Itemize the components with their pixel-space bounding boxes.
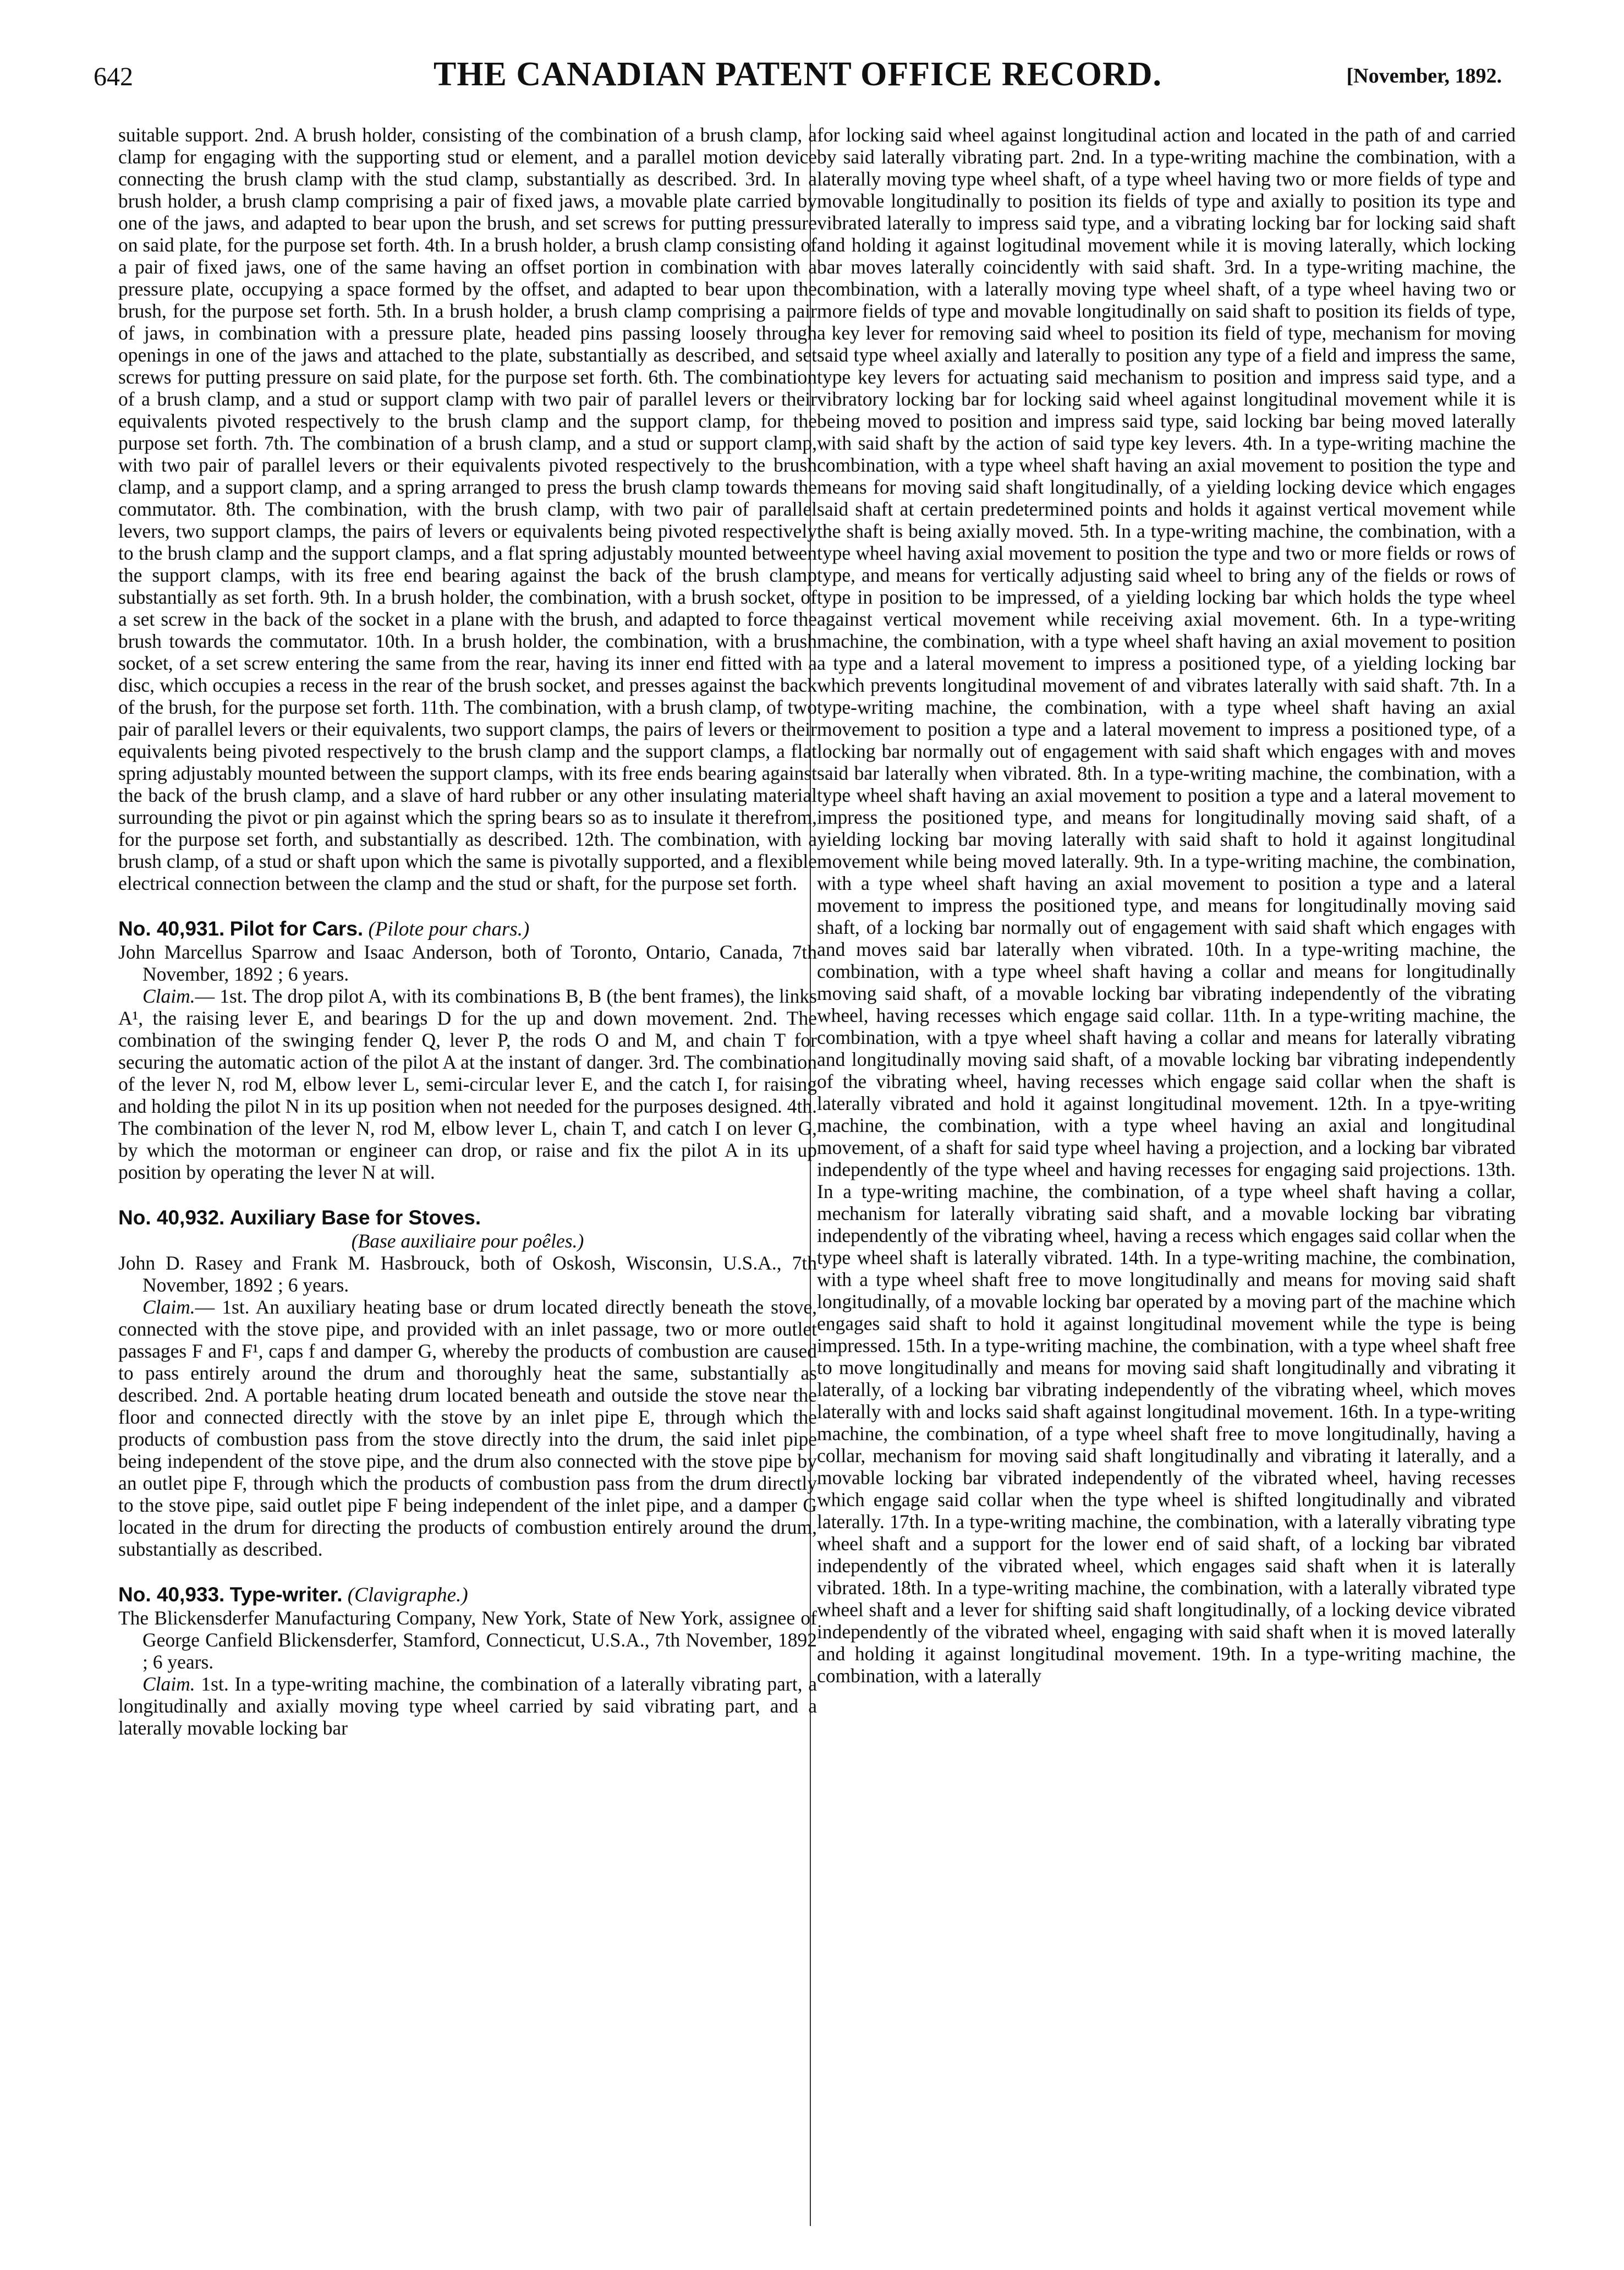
left-column xyxy=(118,124,817,1739)
entry-title: Pilot for Cars. xyxy=(229,917,364,940)
entry-french-title: (Clavigraphe.) xyxy=(347,1584,468,1606)
claim-label: Claim. xyxy=(142,1673,195,1695)
entry-title: Type-writer. xyxy=(229,1583,343,1606)
entry-heading xyxy=(118,917,817,941)
issue-date: [November, 1892. xyxy=(1346,64,1502,87)
patent-entry xyxy=(118,1206,817,1560)
entry-french-title: (Pilote pour chars.) xyxy=(368,918,530,940)
entry-patentee: John Marcellus Sparrow and Isaac Anderson, both of Toronto, Ontario, Canada, 7th November, 1892 ; 6 years. xyxy=(118,941,817,985)
claim-text: — 1st. The drop pilot A, with its combinations B, B (the bent frames), the links A¹, the raising lever E, and bearings D for the up and down movement. 2nd. The combination of the swinging fender Q, lever P, the rods O and M, and chain T for securing the automatic action of the pilot A at the instant of danger. 3rd. The combination of the lever N, rod M, elbow lever L, semi-circular lever E, and the catch I, for raising and holding the pilot N in its up position when not needed for the purposes designed. 4th. The combination of the lever N, rod M, elbow lever L, chain T, and catch I on lever G, by which the motorman or engineer can drop, or raise and fix the pilot A in its up position by operating the lever N at will. xyxy=(118,985,817,1183)
entry-claim xyxy=(118,985,817,1183)
claim-text: 1st. In a type-writing machine, the combination of a laterally vibrating part, a longitudinally and axially moving type wheel carried by said vibrating part, and a laterally movable locking bar xyxy=(118,1673,817,1739)
entry-title: Auxiliary Base for Stoves. xyxy=(229,1206,481,1229)
entry-number: No. 40,931. xyxy=(118,917,225,940)
entry-claim xyxy=(118,1673,817,1739)
entry-patentee: John D. Rasey and Frank M. Hasbrouck, both of Oskosh, Wisconsin, U.S.A., 7th November, 1892 ; 6 years. xyxy=(118,1252,817,1296)
entry-number: No. 40,933. xyxy=(118,1583,225,1606)
right-column xyxy=(817,124,1516,1687)
entry-claim xyxy=(118,1296,817,1560)
patent-entry xyxy=(118,917,817,1183)
continued-claims-text: suitable support. 2nd. A brush holder, consisting of the combination of a brush clamp, a clamp for engaging with the supporting stud or element, and a parallel motion device connecting the brush clamp with the stud clamp, substantially as described. 3rd. In a brush holder, a brush clamp comprising a pair of fixed jaws, a movable plate carried by one of the jaws, and adapted to bear upon the brush, and set screws for putting pressure on said plate, for the purpose set forth. 4th. In a brush holder, a brush clamp consisting of a pair of fixed jaws, one of the same having an offset portion in combination with a pressure plate, occupying a space formed by the offset, and adapted to bear upon the brush, for the purpose set forth. 5th. In a brush holder, a brush clamp comprising a pair of jaws, in combination with a pressure plate, headed pins passing loosely through openings in one of the jaws and attached to the plate, substantially as described, and set screws for putting pressure on said plate, for the purpose set forth. 6th. The combination of a brush clamp, and a stud or support clamp with two pair of parallel levers or their equivalents pivoted respectively to the brush clamp and the support clamp, for the purpose set forth. 7th. The combination of a brush clamp, and a stud or support clamp, with two pair of parallel levers or their equivalents pivoted respectively to the brush clamp, and a support clamp, and a spring arranged to press the brush clamp towards the commutator. 8th. The combination, with the brush clamp, with two pair of parallel levers, two support clamps, the pairs of levers or equivalents being pivoted respectively to the brush clamp and the support clamps, and a flat spring adjustably mounted between the support clamps, with its free end bearing against the back of the brush clamp substantially as set forth. 9th. In a brush holder, the combination, with a brush socket, of a set screw in the back of the socket in a plane with the brush, and adapted to force the brush towards the commutator. 10th. In a brush holder, the combination, with a brush socket, of a set screw entering the same from the rear, having its inner end fitted with a disc, which occupies a recess in the rear of the brush socket, and presses against the back of the brush, for the purpose set forth. 11th. The combination, with a brush clamp, of two pair of parallel levers or their equivalents, two support clamps, the pairs of levers or their equivalents being pivoted respectively to the brush clamp and the support clamps, a flat spring adjustably mounted between the support clamps, with its free ends bearing against the back of the brush clamp, and a slave of hard rubber or any other insulating material surrounding the pivot or pin against which the spring bears so as to insulate it therefrom, for the purpose set forth, and substantially as described. 12th. The combination, with a brush clamp, of a stud or shaft upon which the same is pivotally supported, and a flexible electrical connection between the clamp and the stud or shaft, for the purpose set forth. xyxy=(118,124,817,894)
entry-heading xyxy=(118,1206,817,1230)
claim-label: Claim. xyxy=(142,1296,195,1318)
page-header xyxy=(94,55,1502,99)
page-title: THE CANADIAN PATENT OFFICE RECORD. xyxy=(433,56,1162,93)
entry-french-title: (Base auxiliaire pour poêles.) xyxy=(351,1230,584,1252)
entry-heading xyxy=(118,1583,817,1607)
claim-text: — 1st. An auxiliary heating base or drum located directly beneath the stove, connected with the stove pipe, and provided with an inlet passage, two or more outlet passages F and F¹, caps f and damper G, whereby the products of combustion are caused to pass entirely around the drum and thoroughly heat the same, substantially as described. 2nd. A portable heating drum located beneath and outside the stove near the floor and connected directly with the stove by an inlet pipe E, through which the products of combustion pass from the stove directly into the drum, the said inlet pipe being independent of the stove pipe, and the drum also connected with the stove pipe by an outlet pipe F, through which the products of combustion pass from the drum directly to the stove pipe, said outlet pipe F being independent of the inlet pipe, and a damper G located in the drum for directing the products of combustion entirely around the drum, substantially as described. xyxy=(118,1296,817,1560)
entry-patentee: The Blickensderfer Manufacturing Company, New York, State of New York, assignee of George Canfield Blickensderfer, Stamford, Connecticut, U.S.A., 7th November, 1892 ; 6 years. xyxy=(118,1607,817,1673)
continued-typewriter-claims: for locking said wheel against longitudinal action and located in the path of and carried by said laterally vibrating part. 2nd. In a type-writing machine the combination, with a laterally moving type wheel shaft, of a type wheel having two or more fields of type and movable longitudinally to position its fields of type and axially to position its type and vibrated laterally to impress said type, and a vibrating locking bar for locking said shaft and holding it against logitudinal movement while it is moving laterally, which locking bar moves laterally coincidently with said shaft. 3rd. In a type-writing machine, the combination, with a laterally moving type wheel shaft, of a type wheel having two or more fields of type and movable longitudinally on said shaft to position its fields of type, a key lever for removing said wheel to position its field of type, mechanism for moving said type wheel axially and laterally to position any type of a field and impress the same, type key levers for actuating said mechanism to position and impress said type, and a vibratory locking bar for locking said wheel against longitudinal movement while it is being moved to position and impress said type, said locking bar being moved laterally with said shaft by the action of said type key levers. 4th. In a type-writing machine the combination, with a type wheel shaft having an axial movement to position the type and means for moving said shaft longitudinally, of a yielding locking device which engages said shaft at certain predetermined points and holds it against vertical movement while the shaft is being axially moved. 5th. In a type-writing machine, the combination, with a type wheel having axial movement to position the type and two or more fields or rows of type, and means for vertically adjusting said wheel to bring any of the fields or rows of type in position to be impressed, of a yielding locking bar which holds the type wheel against vertical movement while receiving axial movement. 6th. In a type-writing machine, the combination, with a type wheel shaft having an axial movement to position a type and a lateral movement to impress a positioned type, of a yielding locking bar which prevents longitudinal movement of and vibrates laterally with said shaft. 7th. In a type-writing machine, the combination, with a type wheel shaft having an axial movement to position a type and a lateral movement to impress a positioned type, of a locking bar normally out of engagement with said shaft which engages with and moves said bar laterally when vibrated. 8th. In a type-writing machine, the combination, with a type wheel shaft having an axial movement to position a type and a lateral movement to impress the positioned type, and means for longitudinally moving said shaft, of a yielding locking bar moving laterally with said shaft to hold it against longitudinal movement while being moved laterally. 9th. In a type-writing machine, the combination, with a type wheel shaft having an axial movement to position a type and a lateral movement to impress the positioned type, and means for longitudinally moving said shaft, of a locking bar normally out of engagement with said shaft which engages with and moves said bar laterally when vibrated. 10th. In a type-writing machine, the combination, with a type wheel shaft having a collar and means for longitudinally moving said shaft, of a movable locking bar vibrating independently of the vibrating wheel, having recesses which engage said collar. 11th. In a type-writing machine, the combination, with a tpye wheel shaft having a collar and means for laterally vibrating and longitudinally moving said shaft, of a movable locking bar vibrating independently of the vibrating wheel, having recesses which engage said collar when the shaft is laterally vibrated and hold it against longitudinal movement. 12th. In a tpye-writing machine, the combination, with a type wheel having an axial and longitudinal movement, of a shaft for said type wheel having a projection, and a locking bar vibrated independently of the type wheel and having recesses for engaging said projections. 13th. In a type-writing machine, the combination, of a type wheel shaft having a collar, mechanism for laterally vibrating said shaft, and a movable locking bar vibrating independently of the vibrating wheel, having a recess which engages said collar when the type wheel shaft is laterally vibrated. 14th. In a type-writing machine, the combination, with a type wheel shaft free to move longitudinally and means for moving said shaft longitudinally, of a movable locking bar operated by a moving part of the machine which engages said shaft to hold it against longitudinal movement while the type is being impressed. 15th. In a type-writing machine, the combination, with a type wheel shaft free to move longitudinally and means for moving said shaft longitudinally and vibrating it laterally, of a locking bar vibrating independently of the vibrating wheel, which moves laterally with and locks said shaft against longitudinal movement. 16th. In a type-writing machine, the combination, of a type wheel shaft free to move longitudinally, having a collar, mechanism for moving said shaft longitudinally and vibrating it laterally, and a movable locking bar vibrated independently of the vibrated wheel, having recesses which engage said collar when the type wheel is shifted longitudinally and vibrated laterally. 17th. In a type-writing machine, the combination, with a laterally vibrating type wheel shaft and a support for the lower end of said shaft, of a locking bar vibrated independently of the vibrated wheel, which engages said shaft when it is laterally vibrated. 18th. In a type-writing machine, the combination, with a laterally vibrated type wheel shaft and a lever for shifting said shaft longitudinally, of a locking device vibrated independently of the vibrated wheel, engaging with said shaft when it is moved laterally and holding it against longitudinal movement. 19th. In a type-writing machine, the combination, with a laterally xyxy=(817,124,1516,1687)
claim-label: Claim. xyxy=(142,985,195,1007)
page-number: 642 xyxy=(94,62,133,91)
patent-entry xyxy=(118,1583,817,1739)
entry-number: No. 40,932. xyxy=(118,1206,225,1229)
